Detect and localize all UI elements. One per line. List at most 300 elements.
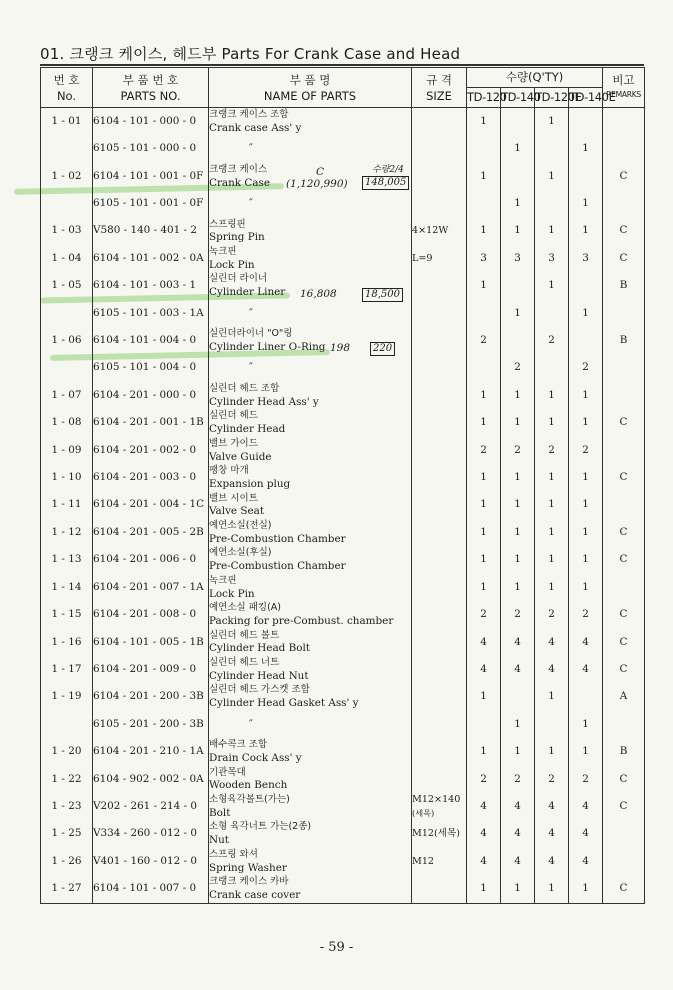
qty-cell: 1 xyxy=(467,546,501,573)
part-name-korean: 예연소실(후실) xyxy=(209,547,272,559)
handwritten-price-1-05: 16,808 xyxy=(300,288,337,300)
part-name-cell xyxy=(209,218,412,245)
part-name-korean: 실린더라이너 "O"링 xyxy=(209,328,293,340)
parts-table xyxy=(40,67,645,904)
qty-cell: 1 xyxy=(569,711,603,738)
qty-cell: 1 xyxy=(535,272,569,299)
part-name-english: Valve Guide xyxy=(209,450,272,463)
part-no-cell: 6105 - 101 - 003 - 1A xyxy=(93,300,209,327)
qty-cell xyxy=(569,683,603,710)
remarks-cell: B xyxy=(603,272,645,299)
part-name-english: Cylinder Head xyxy=(209,423,286,436)
item-no-cell: 1 - 25 xyxy=(41,820,93,847)
part-name-english: Crank case cover xyxy=(209,889,301,901)
qty-cell: 4 xyxy=(569,656,603,683)
item-no-cell xyxy=(41,300,93,327)
item-no-cell: 1 - 26 xyxy=(41,848,93,875)
part-name-korean: 크랭크 케이스 xyxy=(209,163,268,175)
part-name-korean: 소형육각볼트(가는) xyxy=(209,794,290,806)
part-no-cell: V334 - 260 - 012 - 0 xyxy=(93,820,209,847)
part-name-korean: 스프링핀 xyxy=(209,218,246,230)
qty-cell: 2 xyxy=(501,437,535,464)
qty-cell xyxy=(569,108,603,136)
remarks-cell: C xyxy=(603,245,645,272)
qty-cell: 1 xyxy=(569,519,603,546)
qty-cell xyxy=(569,272,603,299)
qty-cell: 1 xyxy=(569,135,603,162)
part-no-cell: 6105 - 101 - 001 - 0F xyxy=(93,190,209,217)
item-no-cell: 1 - 12 xyxy=(41,519,93,546)
part-name-english: Cylinder Head Nut xyxy=(209,669,309,682)
part-name-english: Valve Seat xyxy=(209,505,265,518)
qty-cell: 2 xyxy=(535,601,569,628)
table-row xyxy=(41,190,645,217)
part-no-cell: V401 - 160 - 012 - 0 xyxy=(93,848,209,875)
size-cell xyxy=(412,464,467,491)
remarks-cell xyxy=(603,820,645,847)
remarks-cell xyxy=(603,190,645,217)
part-name-english: Lock Pin xyxy=(209,258,255,271)
qty-cell: 1 xyxy=(535,464,569,491)
size-cell xyxy=(412,245,467,272)
qty-cell: 1 xyxy=(569,546,603,573)
qty-cell: 1 xyxy=(569,382,603,409)
qty-cell: 1 xyxy=(535,382,569,409)
header-no: 번 호 No. xyxy=(41,68,93,108)
part-name-cell xyxy=(209,546,412,573)
header-remarks: 비고 REMARKS xyxy=(603,68,645,108)
table-row xyxy=(41,218,645,245)
part-name-cell xyxy=(209,574,412,601)
qty-cell: 1 xyxy=(467,875,501,903)
qty-cell xyxy=(501,327,535,354)
qty-cell: 1 xyxy=(569,464,603,491)
part-name-cell xyxy=(209,409,412,436)
part-no-cell: 6104 - 201 - 009 - 0 xyxy=(93,656,209,683)
remarks-cell: C xyxy=(603,546,645,573)
qty-cell: 1 xyxy=(569,574,603,601)
remarks-cell xyxy=(603,108,645,136)
size-value: M12 xyxy=(412,855,435,867)
qty-cell: 2 xyxy=(501,355,535,382)
qty-cell: 2 xyxy=(569,766,603,793)
remarks-cell xyxy=(603,355,645,382)
size-value: L=9 xyxy=(412,252,433,264)
part-name-korean: 실린더 헤드 볼트 xyxy=(209,629,280,641)
qty-cell: 3 xyxy=(569,245,603,272)
part-name-cell xyxy=(209,601,412,628)
table-row xyxy=(41,766,645,793)
part-no-cell: 6105 - 101 - 004 - 0 xyxy=(93,355,209,382)
qty-cell: 1 xyxy=(535,163,569,190)
part-name-english: Cylinder Head Ass' y xyxy=(209,395,319,408)
part-name-korean: 크랭크 케이스 조합 xyxy=(209,109,289,120)
part-name-english: Cylinder Head Gasket Ass' y xyxy=(209,697,359,710)
remarks-cell xyxy=(603,437,645,464)
qty-cell: 1 xyxy=(569,300,603,327)
item-no-cell: 1 - 16 xyxy=(41,629,93,656)
size-cell xyxy=(412,519,467,546)
part-name-cell xyxy=(209,437,412,464)
item-no-cell xyxy=(41,355,93,382)
remarks-cell: B xyxy=(603,327,645,354)
size-value: M12×140 xyxy=(412,794,461,806)
title-rule xyxy=(40,64,644,66)
part-no-cell: 6104 - 201 - 003 - 0 xyxy=(93,464,209,491)
part-name-english: Expansion plug xyxy=(209,477,291,490)
part-name-english: Bolt xyxy=(209,806,231,819)
part-name-cell xyxy=(209,190,412,217)
qty-cell: 4 xyxy=(569,793,603,820)
qty-cell: 4 xyxy=(535,656,569,683)
part-no-cell: 6104 - 101 - 007 - 0 xyxy=(93,875,209,903)
qty-cell: 4 xyxy=(535,848,569,875)
qty-cell: 1 xyxy=(467,738,501,765)
remarks-cell: B xyxy=(603,738,645,765)
table-row xyxy=(41,793,645,820)
part-name-english: Crank case Ass' y xyxy=(209,121,302,134)
size-cell xyxy=(412,492,467,519)
qty-cell: 2 xyxy=(467,601,501,628)
remarks-cell: C xyxy=(603,629,645,656)
remarks-cell: C xyxy=(603,656,645,683)
item-no-cell: 1 - 13 xyxy=(41,546,93,573)
qty-cell: 2 xyxy=(569,601,603,628)
qty-cell: 2 xyxy=(569,437,603,464)
table-row xyxy=(41,601,645,628)
qty-cell: 1 xyxy=(535,409,569,436)
remarks-cell: C xyxy=(603,793,645,820)
qty-cell: 1 xyxy=(501,519,535,546)
qty-cell xyxy=(467,711,501,738)
item-no-cell: 1 - 06 xyxy=(41,327,93,354)
qty-cell: 1 xyxy=(467,519,501,546)
qty-cell: 1 xyxy=(467,409,501,436)
size-cell xyxy=(412,629,467,656)
qty-cell xyxy=(501,108,535,136)
handwritten-price-1-02: (1,120,990) xyxy=(286,178,348,190)
size-cell xyxy=(412,546,467,573)
item-no-cell: 1 - 17 xyxy=(41,656,93,683)
remarks-cell: C xyxy=(603,409,645,436)
qty-cell: 4 xyxy=(467,793,501,820)
qty-cell xyxy=(535,300,569,327)
handwritten-letter-c: C xyxy=(316,166,325,178)
table-row xyxy=(41,574,645,601)
table-row xyxy=(41,245,645,272)
item-no-cell: 1 - 19 xyxy=(41,683,93,710)
remarks-cell: C xyxy=(603,601,645,628)
ditto-mark: ″ xyxy=(249,197,253,210)
part-name-cell xyxy=(209,382,412,409)
qty-cell xyxy=(467,355,501,382)
qty-cell: 1 xyxy=(569,218,603,245)
part-name-cell xyxy=(209,820,412,847)
qty-cell: 1 xyxy=(535,218,569,245)
table-row xyxy=(41,848,645,875)
part-no-cell: 6104 - 101 - 001 - 0F xyxy=(93,163,209,190)
size-cell xyxy=(412,218,467,245)
table-row xyxy=(41,135,645,162)
part-no-cell: V580 - 140 - 401 - 2 xyxy=(93,218,209,245)
qty-cell: 4 xyxy=(569,629,603,656)
item-no-cell: 1 - 20 xyxy=(41,738,93,765)
item-no-cell: 1 - 02 xyxy=(41,163,93,190)
qty-cell: 3 xyxy=(467,245,501,272)
part-name-cell xyxy=(209,245,412,272)
qty-cell: 1 xyxy=(569,738,603,765)
remarks-cell: C xyxy=(603,875,645,903)
size-cell xyxy=(412,135,467,162)
part-no-cell: 6104 - 101 - 002 - 0A xyxy=(93,245,209,272)
part-name-cell xyxy=(209,519,412,546)
remarks-cell xyxy=(603,574,645,601)
part-name-cell xyxy=(209,492,412,519)
size-cell xyxy=(412,108,467,136)
part-name-english: Cylinder Head Bolt xyxy=(209,642,310,655)
part-name-cell xyxy=(209,848,412,875)
item-no-cell: 1 - 01 xyxy=(41,108,93,136)
part-name-korean: 팽창 마개 xyxy=(209,465,249,477)
table-row xyxy=(41,875,645,903)
remarks-cell xyxy=(603,135,645,162)
part-name-english: Cylinder Liner xyxy=(209,286,286,299)
qty-cell: 2 xyxy=(535,437,569,464)
part-name-cell xyxy=(209,300,412,327)
parts-table-body xyxy=(41,108,645,904)
qty-cell: 1 xyxy=(501,711,535,738)
qty-cell: 1 xyxy=(535,519,569,546)
part-no-cell: 6104 - 101 - 005 - 1B xyxy=(93,629,209,656)
part-no-cell: 6104 - 101 - 000 - 0 xyxy=(93,108,209,136)
remarks-cell xyxy=(603,492,645,519)
part-name-english: Drain Cock Ass' y xyxy=(209,751,302,764)
qty-cell xyxy=(467,135,501,162)
page-number: - 59 - xyxy=(319,940,354,955)
part-name-korean: 기관목대 xyxy=(209,766,246,778)
table-row xyxy=(41,519,645,546)
qty-cell: 4 xyxy=(535,629,569,656)
qty-cell: 1 xyxy=(467,382,501,409)
qty-cell: 3 xyxy=(535,245,569,272)
table-row xyxy=(41,711,645,738)
qty-cell: 4 xyxy=(569,820,603,847)
size-note: (세목) xyxy=(412,807,435,818)
part-name-cell xyxy=(209,793,412,820)
table-row xyxy=(41,464,645,491)
size-cell xyxy=(412,409,467,436)
handwritten-qty-note: 수량2/4 xyxy=(372,165,404,175)
qty-cell: 4 xyxy=(467,629,501,656)
qty-cell xyxy=(535,135,569,162)
part-name-cell xyxy=(209,875,412,903)
qty-cell: 2 xyxy=(501,766,535,793)
qty-cell: 2 xyxy=(569,355,603,382)
qty-cell xyxy=(535,190,569,217)
size-cell xyxy=(412,875,467,903)
qty-cell: 1 xyxy=(501,190,535,217)
part-name-korean: 실린더 헤드 가스켓 조합 xyxy=(209,684,310,696)
size-cell xyxy=(412,300,467,327)
size-cell xyxy=(412,820,467,847)
qty-cell: 1 xyxy=(501,464,535,491)
item-no-cell: 1 - 09 xyxy=(41,437,93,464)
qty-cell xyxy=(501,272,535,299)
qty-cell: 1 xyxy=(467,574,501,601)
qty-cell: 4 xyxy=(467,848,501,875)
part-name-english: Pre-Combustion Chamber xyxy=(209,532,346,545)
remarks-cell: C xyxy=(603,519,645,546)
qty-cell: 1 xyxy=(501,382,535,409)
ditto-mark: ″ xyxy=(249,361,253,374)
qty-cell: 1 xyxy=(501,738,535,765)
qty-cell: 1 xyxy=(535,492,569,519)
ditto-mark: ″ xyxy=(249,142,253,155)
qty-cell: 3 xyxy=(501,245,535,272)
qty-cell: 4 xyxy=(501,656,535,683)
part-name-cell xyxy=(209,711,412,738)
qty-cell: 1 xyxy=(467,163,501,190)
qty-cell: 4 xyxy=(467,820,501,847)
item-no-cell: 1 - 11 xyxy=(41,492,93,519)
header-name: 부 품 명 NAME OF PARTS xyxy=(209,68,412,108)
table-row xyxy=(41,820,645,847)
part-name-english: Lock Pin xyxy=(209,587,255,600)
header-qty-td-120e: TD-120E xyxy=(535,88,569,108)
qty-cell: 1 xyxy=(569,190,603,217)
size-value: M12(세목) xyxy=(412,828,461,840)
part-name-korean: 배수콕크 조합 xyxy=(209,739,268,751)
remarks-cell xyxy=(603,711,645,738)
size-cell xyxy=(412,601,467,628)
part-name-korean: 실린더 라이너 xyxy=(209,273,268,285)
part-name-english: Cylinder Liner O-Ring xyxy=(209,340,326,353)
remarks-cell: C xyxy=(603,464,645,491)
qty-cell: 2 xyxy=(467,437,501,464)
size-cell xyxy=(412,711,467,738)
part-name-english: Spring Pin xyxy=(209,231,265,244)
part-name-cell xyxy=(209,464,412,491)
qty-cell xyxy=(467,300,501,327)
part-name-english: Spring Washer xyxy=(209,861,287,874)
ditto-mark: ″ xyxy=(249,717,253,730)
part-name-korean: 스프링 와셔 xyxy=(209,848,258,860)
qty-cell: 1 xyxy=(467,108,501,136)
size-cell xyxy=(412,272,467,299)
qty-cell: 4 xyxy=(569,848,603,875)
remarks-cell xyxy=(603,300,645,327)
qty-cell: 1 xyxy=(501,135,535,162)
qty-cell: 1 xyxy=(535,875,569,903)
qty-cell: 1 xyxy=(467,218,501,245)
qty-cell: 4 xyxy=(501,848,535,875)
size-value: 4×12W xyxy=(412,225,449,237)
table-row xyxy=(41,629,645,656)
table-row xyxy=(41,738,645,765)
part-name-korean: 녹크핀 xyxy=(209,246,237,257)
size-cell xyxy=(412,574,467,601)
handwritten-box-1-05: 18,500 xyxy=(362,288,403,302)
qty-cell: 4 xyxy=(535,820,569,847)
item-no-cell: 1 - 15 xyxy=(41,601,93,628)
part-name-cell xyxy=(209,738,412,765)
table-row xyxy=(41,272,645,299)
item-no-cell: 1 - 07 xyxy=(41,382,93,409)
header-qty: 수량(Q'TY) xyxy=(467,68,603,88)
part-no-cell: 6104 - 201 - 006 - 0 xyxy=(93,546,209,573)
part-no-cell: 6104 - 201 - 210 - 1A xyxy=(93,738,209,765)
qty-cell: 1 xyxy=(501,574,535,601)
handwritten-price-1-06: 198 xyxy=(330,342,351,354)
remarks-cell: A xyxy=(603,683,645,710)
qty-cell: 1 xyxy=(569,409,603,436)
item-no-cell: 1 - 14 xyxy=(41,574,93,601)
part-name-korean: 크랭크 케이스 카바 xyxy=(209,876,289,888)
part-no-cell: V202 - 261 - 214 - 0 xyxy=(93,793,209,820)
qty-cell: 2 xyxy=(501,601,535,628)
qty-cell: 2 xyxy=(467,766,501,793)
remarks-cell: C xyxy=(603,163,645,190)
table-row xyxy=(41,409,645,436)
handwritten-box-1-02: 148,005 xyxy=(362,176,409,190)
item-no-cell: 1 - 08 xyxy=(41,409,93,436)
part-no-cell: 6104 - 201 - 008 - 0 xyxy=(93,601,209,628)
part-name-cell xyxy=(209,656,412,683)
qty-cell: 2 xyxy=(535,327,569,354)
header-qty-td-140e: TD-140E xyxy=(569,88,603,108)
size-cell xyxy=(412,848,467,875)
part-no-cell: 6104 - 201 - 200 - 3B xyxy=(93,683,209,710)
qty-cell: 1 xyxy=(535,546,569,573)
part-name-cell xyxy=(209,355,412,382)
qty-cell: 1 xyxy=(501,218,535,245)
size-cell xyxy=(412,738,467,765)
header-part-no: 부 품 번 호 PARTS NO. xyxy=(93,68,209,108)
part-name-korean: 녹크핀 xyxy=(209,574,237,586)
part-no-cell: 6104 - 101 - 004 - 0 xyxy=(93,327,209,354)
part-name-korean: 소형 육각너트 가는(2종) xyxy=(209,821,312,833)
size-cell xyxy=(412,766,467,793)
qty-cell xyxy=(569,327,603,354)
qty-cell: 1 xyxy=(569,875,603,903)
table-row xyxy=(41,300,645,327)
qty-cell: 1 xyxy=(535,738,569,765)
size-cell xyxy=(412,793,467,820)
part-name-english: Packing for pre-Combust. chamber xyxy=(209,614,394,627)
qty-cell: 1 xyxy=(467,683,501,710)
size-cell xyxy=(412,683,467,710)
table-row xyxy=(41,437,645,464)
table-row xyxy=(41,656,645,683)
item-no-cell: 1 - 03 xyxy=(41,218,93,245)
part-name-korean: 밸브 시이트 xyxy=(209,492,258,504)
size-cell xyxy=(412,163,467,190)
page-title: 01. 크랭크 케이스, 헤드부 Parts For Crank Case and Head xyxy=(40,45,461,63)
table-row xyxy=(41,382,645,409)
part-no-cell: 6104 - 101 - 003 - 1 xyxy=(93,272,209,299)
part-name-korean: 실린더 헤드 너트 xyxy=(209,657,280,669)
qty-cell: 4 xyxy=(501,793,535,820)
qty-cell: 1 xyxy=(535,574,569,601)
item-no-cell: 1 - 27 xyxy=(41,875,93,903)
table-row xyxy=(41,108,645,136)
size-cell xyxy=(412,327,467,354)
item-no-cell xyxy=(41,711,93,738)
qty-cell: 1 xyxy=(501,875,535,903)
part-name-english: Pre-Combustion Chamber xyxy=(209,560,346,573)
part-no-cell: 6105 - 101 - 000 - 0 xyxy=(93,135,209,162)
table-row xyxy=(41,492,645,519)
